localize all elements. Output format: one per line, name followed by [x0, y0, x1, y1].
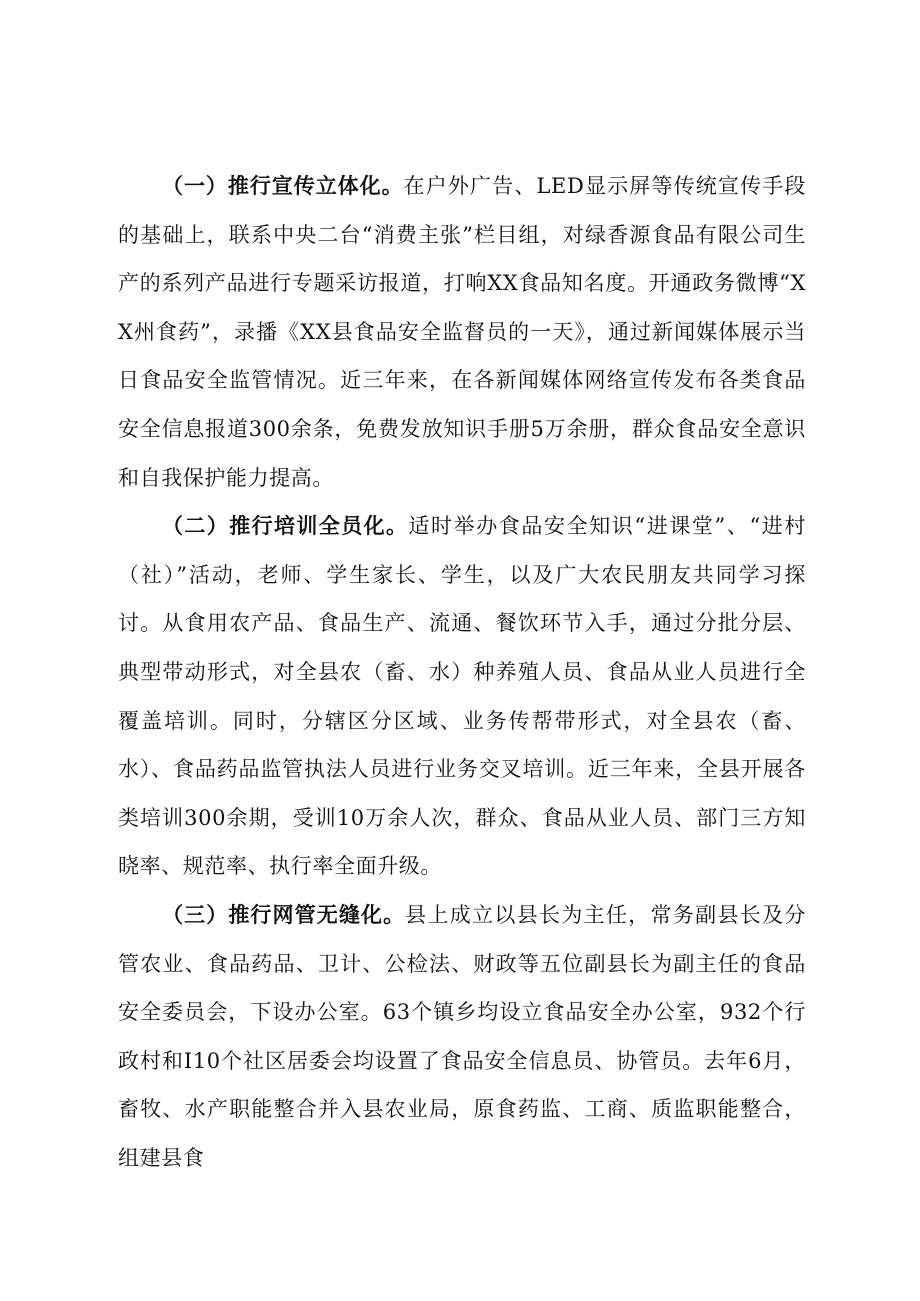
- paragraph-text: 适时举办食品安全知识“进课堂”、“进村（社）”活动，老师、学生家长、学生，以及广大农民朋友共同学习探讨。从食用农产品、食品生产、流通、餐饮环节入手，通过分批分层、典型带动形式，对全县农（畜、水）种养殖人员、食品从业人员进行全覆盖培训。同时，分辖区分区域、业务传帮带形式，对全县农（畜、水）、食品药品监管执法人员进行业务交叉培训。近三年来，全县开展各类培训300余期，受训10万余人次，群众、食品从业人员、部门三方知晓率、规范率、执行率全面升级。: [118, 514, 807, 879]
- paragraph-text: 在户外广告、LED显示屏等传统宣传手段的基础上，联系中央二台“消费主张”栏目组，对绿香源食品有限公司生产的系列产品进行专题采访报道，打响XX食品知名度。开通政务微博“XX州食药”，录播《XX县食品安全监督员的一天》，通过新闻媒体展示当日食品安全监管情况。近三年来，在各新闻媒体网络宣传发布各类食品安全信息报道300余条，免费发放知识手册5万余册，群众食品安全意识和自我保护能力提高。: [118, 174, 806, 490]
- paragraph-heading: （二）推行培训全员化。: [162, 514, 409, 539]
- document-body: [118, 162, 806, 1182]
- paragraph-heading: （三）推行网管无缝化。: [162, 902, 406, 927]
- paragraph-publicity: [118, 162, 806, 502]
- paragraph-heading: （一）推行宣传立体化。: [162, 174, 404, 198]
- paragraph-text: 县上成立以县长为主任，常务副县长及分管农业、食品药品、卫计、公检法、财政等五位副县长为副主任的食品安全委员会，下设办公室。63个镇乡均设立食品安全办公室，932个行政村和I10个社区居委会均设置了食品安全信息员、协管员。去年6月，畜牧、水产职能整合并入县农业局，原食药监、工商、质监职能整合，组建县食: [118, 902, 806, 1170]
- paragraph-training: [118, 502, 806, 891]
- paragraph-network-management: [118, 891, 806, 1183]
